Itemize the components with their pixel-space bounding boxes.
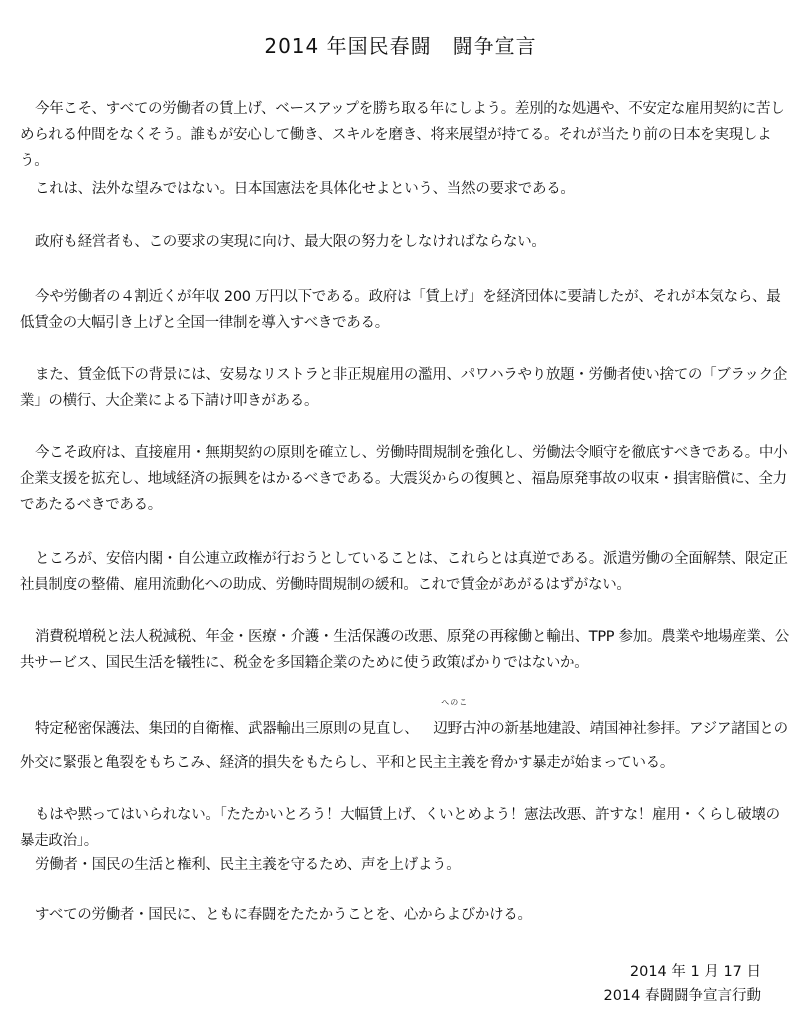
ruby-henoko <box>418 698 477 746</box>
paragraph-10: もはや黙ってはいられない。「たたかいとろう！大幅賃上げ、くいとめよう！憲法改悪、許すな！雇用・くらし破壊の暴走政治」。 <box>20 807 780 849</box>
paragraph-8: 消費税増税と法人税減税、年金・医療・介護・生活保護の改悪、原発の再稼働と輸出、TPP 参加。農業や地場産業、公共サービス、国民生活を犠牲に、税金を多国籍企業のために使う政策ばかりではないか。 <box>20 629 789 671</box>
paragraph-5: また、賃金低下の背景には、安易なリストラと非正規雇用の濫用、パワハラやり放題・労働者使い捨ての「ブラック企業」の横行、大企業による下請け叩きがある。 <box>20 367 788 409</box>
paragraph-3: 政府も経営者も、この要求の実現に向け、最大限の努力をしなければならない。 <box>35 234 546 250</box>
paragraph-4: 今や労働者の４割近くが年収 200 万円以下である。政府は「賃上げ」を経済団体に要請したが、それが本気なら、最低賃金の大幅引き上げと全国一律制を導入すべきである。 <box>20 289 781 331</box>
document-title: 2014 年国民春闘 闘争宣言 <box>264 34 537 58</box>
paragraph-1: 今年こそ、すべての労働者の賃上げ、ベースアップを勝ち取る年にしよう。差別的な処遇や、不安定な雇用契約に苦しめられる仲間をなくそう。誰もが安心して働き、スキルを磨き、将来展望が持てる。それが当たり前の日本を実現しよう。 <box>20 101 785 169</box>
paragraph-9-before: 特定秘密保護法、集団的自衛権、武器輸出三原則の見直し、 <box>35 721 419 737</box>
paragraph-9-after: 沖の新基地建設、靖国神社参拝。アジア諸国との外交に緊張と亀裂をもちこみ、経済的損失をもたらし、平和と民主主義を脅かす暴走が始まっている。 <box>20 721 788 771</box>
signature-organization: 2014 春闘闘争宣言行動 <box>603 988 761 1004</box>
ruby-reading: へのこ <box>441 698 469 707</box>
signature-date: 2014 年 1 月 17 日 <box>629 964 761 980</box>
paragraph-9 <box>20 698 790 780</box>
paragraph-11: 労働者・国民の生活と権利、民主主義を守るため、声を上げよう。 <box>35 857 461 873</box>
paragraph-6: 今こそ政府は、直接雇用・無期契約の原則を確立し、労働時間規制を強化し、労働法令順守を徹底すべきである。中小企業支援を拡充し、地域経済の振興をはかるべきである。大震災からの復興と、福島原発事故の収束・損害賠償に、全力であたるべきである。 <box>20 445 788 513</box>
signature-block <box>603 960 761 1008</box>
ruby-base: 辺野古 <box>433 721 477 737</box>
paragraph-7: ところが、安倍内閣・自公連立政権が行おうとしていることは、これらとは真逆である。派遣労働の全面解禁、限定正社員制度の整備、雇用流動化への助成、労働時間規制の緩和。これで賃金があがるはずがない。 <box>20 551 788 593</box>
paragraph-2: これは、法外な望みではない。日本国憲法を具体化せよという、当然の要求である。 <box>35 181 575 197</box>
paragraph-12: すべての労働者・国民に、ともに春闘をたたかうことを、心からよびかける。 <box>35 907 532 923</box>
